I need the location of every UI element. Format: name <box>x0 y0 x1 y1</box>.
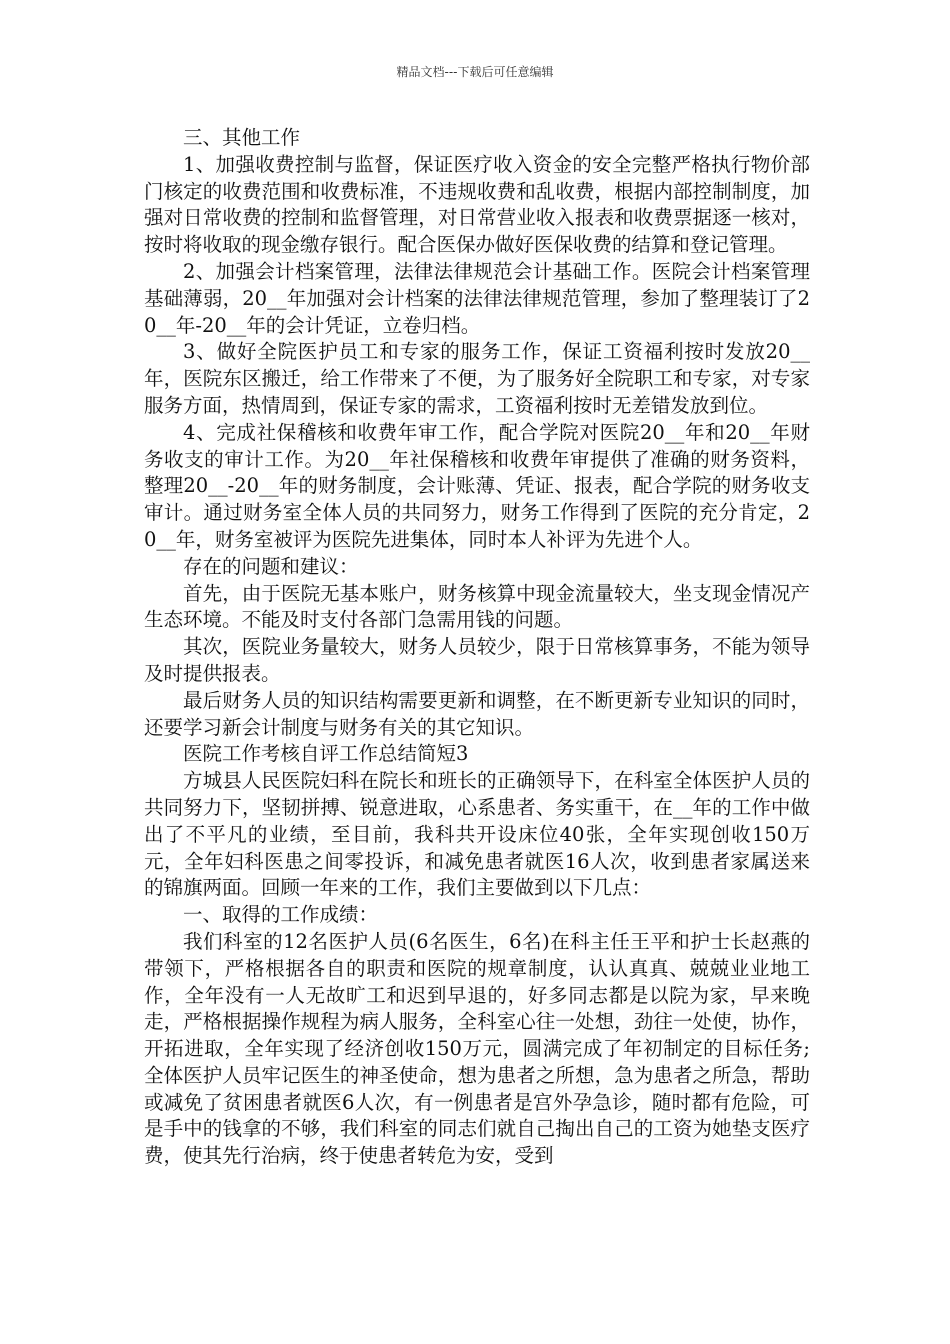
document-title-summary-3: 医院工作考核自评工作总结简短3 <box>183 742 469 766</box>
paragraph-fee-control: 1、加强收费控制与监督，保证医疗收入资金的安全完整严格执行物价部门核定的收费范围和收费标准，不违规收费和乱收费，根据内部控制制度，加强对日常收费的控制和监督管理，对日常营业收入报表和收费票据逐一核对，按时将收取的现金缴存银行。配合医保办做好医保收费的结算和登记管理。 <box>144 152 810 257</box>
paragraph-first-issue: 首先，由于医院无基本账户，财务核算中现金流量较大，坐支现金情况产生态环境。不能及时支付各部门急需用钱的问题。 <box>144 581 810 632</box>
section-heading-other-work: 三、其他工作 <box>183 126 301 149</box>
paragraph-achievements-detail: 我们科室的12名医护人员(6名医生，6名)在科主任王平和护士长赵燕的带领下，严格根据各自的职责和医院的规章制度，认认真真、兢兢业业地工作，全年没有一人无故旷工和迟到早退的，好多同志都是以院为家，早来晚走，严格根据操作规程为病人服务，全科室心往一处想，劲往一处使，协作，开拓进取，全年实现了经济创收150万元，圆满完成了年初制定的目标任务;全体医护人员牢记医生的神圣使命，想为患者之所想，急为患者之所急，帮助或减免了贫困患者就医6人次，有一例患者是宫外孕急诊，随时都有危险，可是手中的钱拿的不够，我们科室的同志们就自己掏出自己的工资为她垫支医疗费，使其先行治病，终于使患者转危为安，受到 <box>144 929 810 1168</box>
paragraph-staff-services: 3、做好全院医护员工和专家的服务工作，保证工资福利按时发放20__年，医院东区搬迁，给工作带来了不便，为了服务好全院职工和专家，对专家服务方面，热情周到，保证专家的需求，工资福利按时无差错发放到位。 <box>144 340 810 417</box>
paragraph-accounting-archives: 2、加强会计档案管理，法律法律规范会计基础工作。医院会计档案管理基础薄弱，20__年加强对会计档案的法律法律规范管理，参加了整理装订了20__年-20__年的会计凭证，立卷归档。 <box>144 259 810 337</box>
page-header: 精品文档---下载后可任意编辑 <box>396 65 554 79</box>
paragraph-audit-work: 4、完成社保稽核和收费年审工作，配合学院对医院20__年和20__年财务收支的审计工作。为20__年社保稽核和收费年审提供了准确的财务资料，整理20__-20__年的财务制度，会计账薄、凭证、报表，配合学院的财务收支审计。通过财务室全体人员的共同努力，财务工作得到了医院的充分肯定，20__年，财务室被评为医院先进集体，同时本人补评为先进个人。 <box>144 420 810 551</box>
paragraph-department-intro: 方城县人民医院妇科在院长和班长的正确领导下，在科室全体医护人员的共同努力下，坚韧拼搏、锐意进取，心系患者、务实重干，在__年的工作中做出了不平凡的业绩，至目前，我科共开设床位40张，全年实现创收150万元，全年妇科医患之间零投诉，和减免患者就医16人次，收到患者家属送来的锦旗两面。回顾一年来的工作，我们主要做到以下几点： <box>144 769 810 900</box>
paragraph-second-issue: 其次，医院业务量较大，财务人员较少，限于日常核算事务，不能为领导及时提供报表。 <box>144 635 810 685</box>
document-body <box>144 125 810 1170</box>
paragraph-final-issue: 最后财务人员的知识结构需要更新和调整，在不断更新专业知识的同时，还要学习新会计制度与财务有关的其它知识。 <box>144 688 810 739</box>
section-heading-problems: 存在的问题和建议： <box>183 554 359 578</box>
section-heading-achievements: 一、取得的工作成绩： <box>183 903 379 927</box>
